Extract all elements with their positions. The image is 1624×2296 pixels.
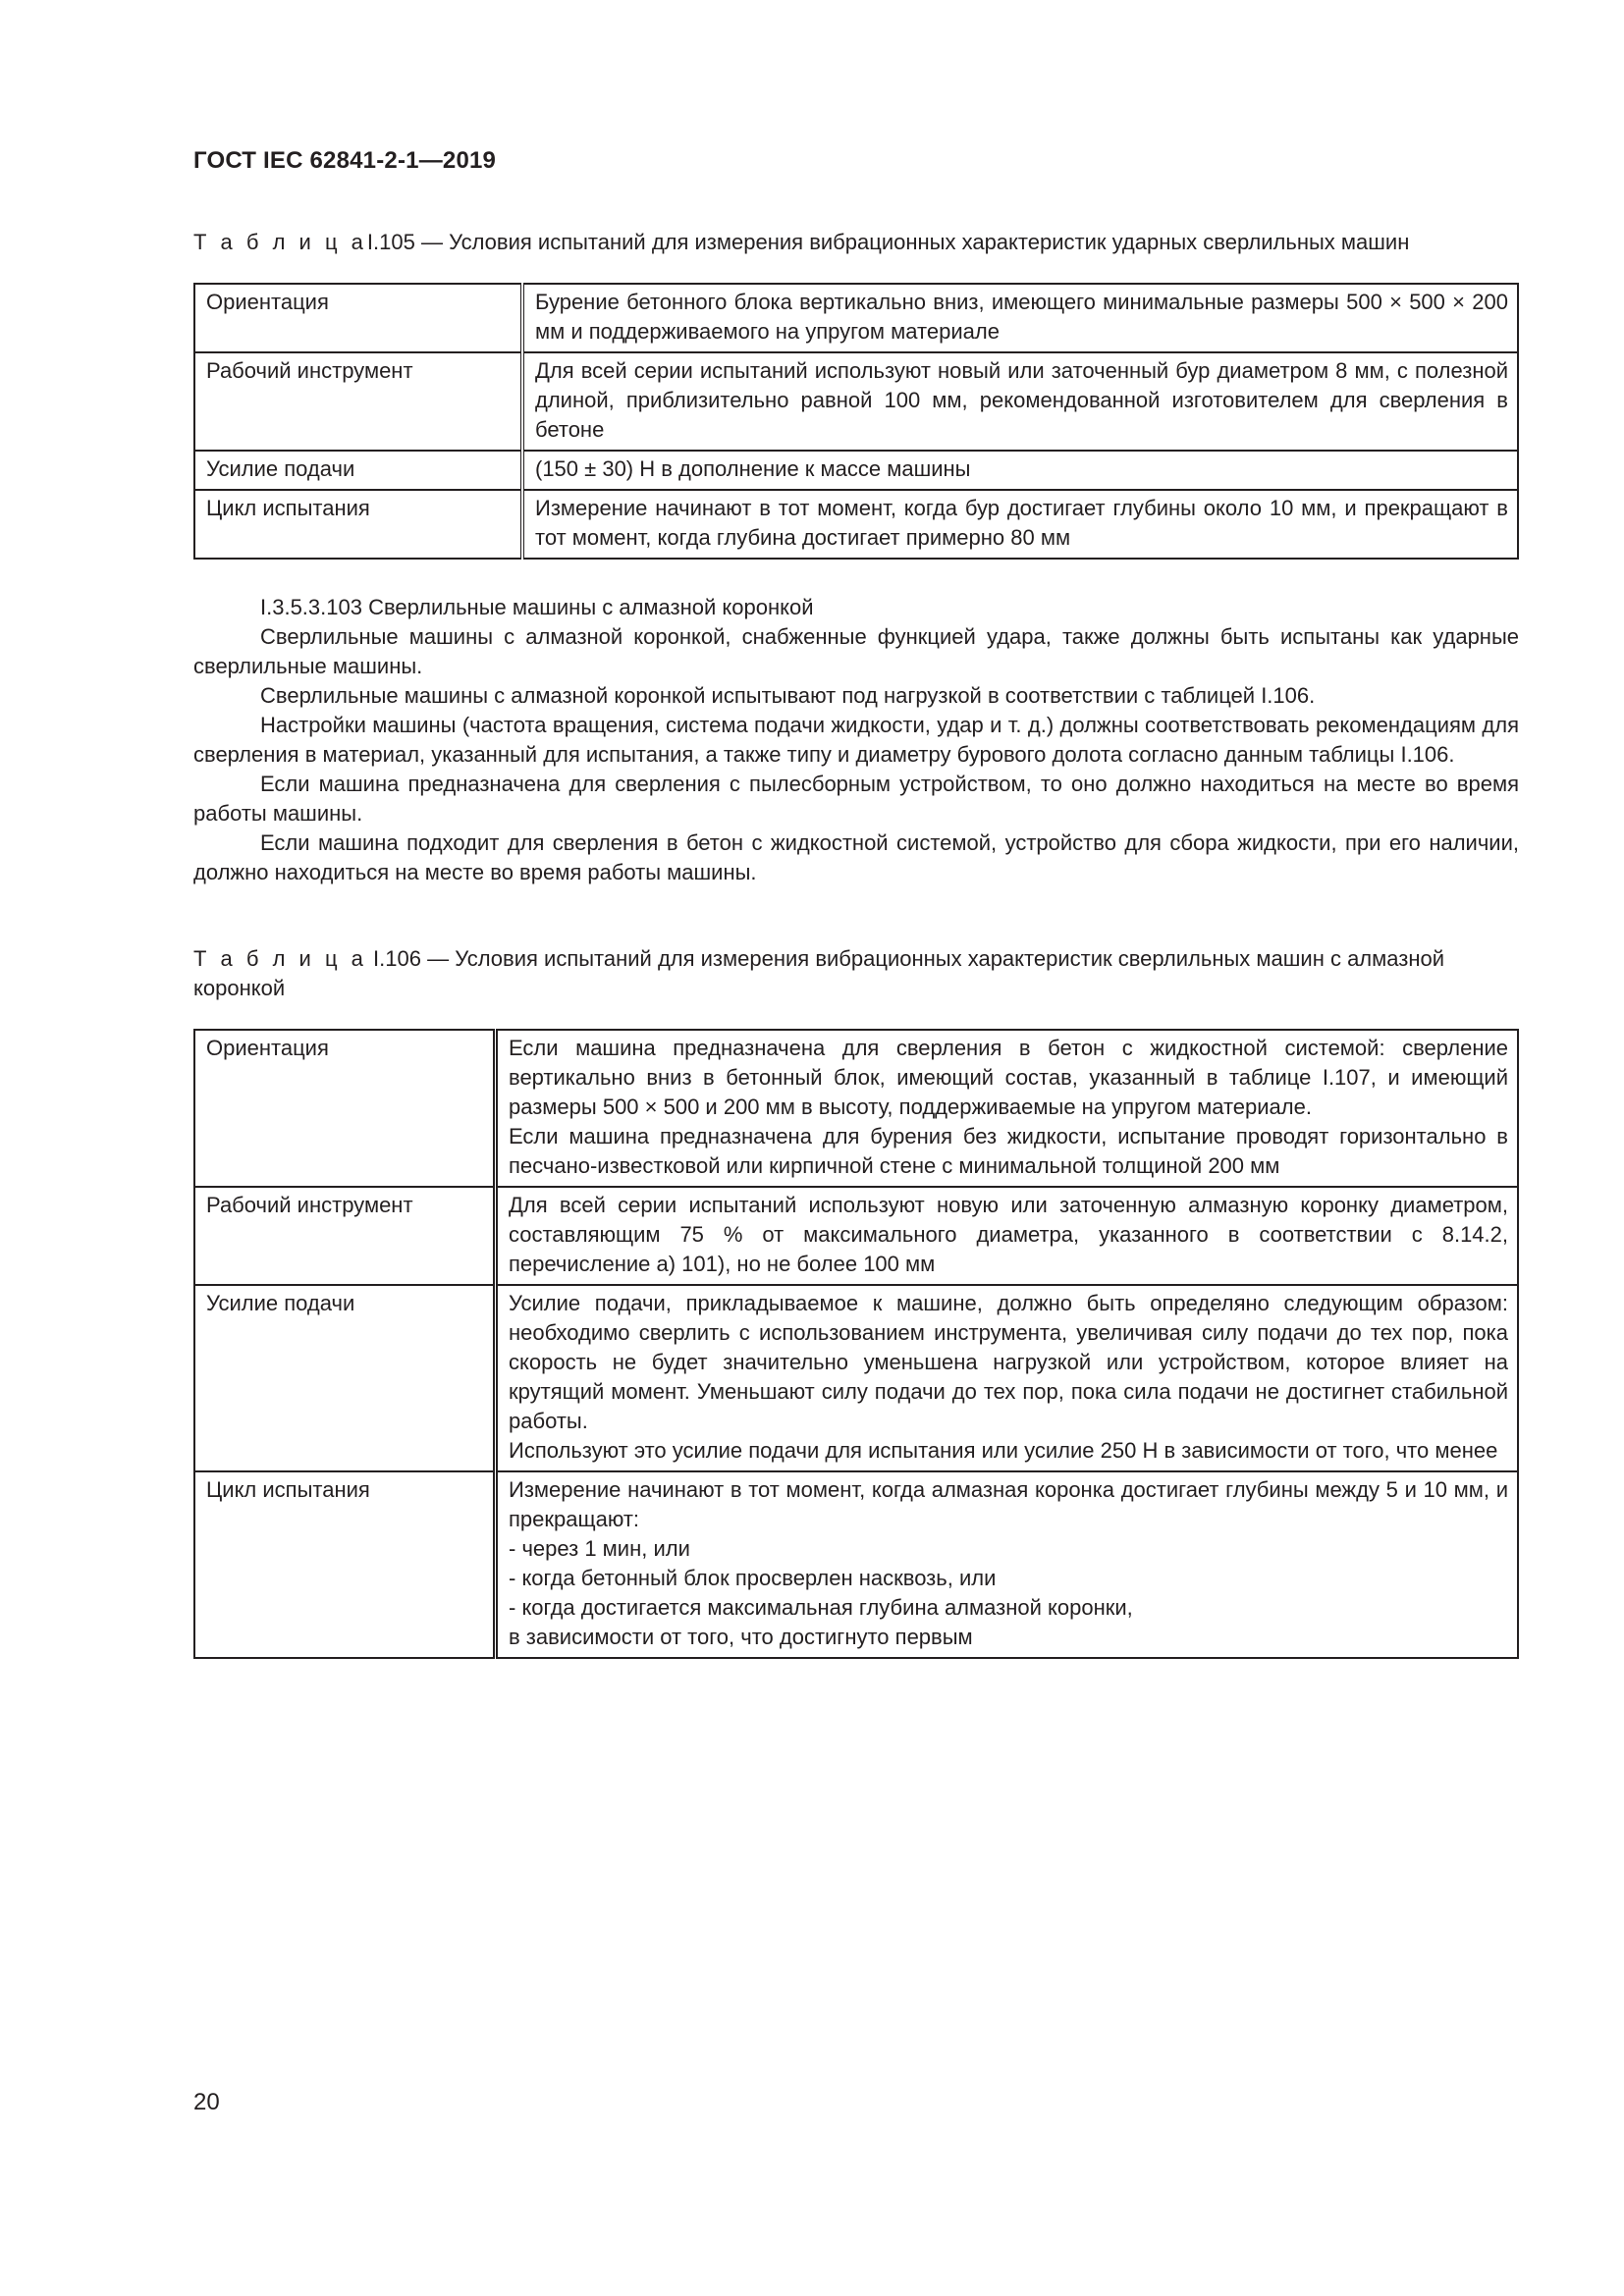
row-label: Усилие подачи <box>194 1285 496 1471</box>
cell-line: Если машина предназначена для бурения без жидкости, испытание проводят горизонтально в песчано-известковой или кирпичной стене с минимальной толщиной 200 мм <box>509 1124 1508 1178</box>
row-value <box>496 1471 1519 1658</box>
table-row <box>194 1471 1518 1658</box>
section-body <box>193 593 1519 887</box>
table-row <box>194 451 1518 490</box>
table-caption-105 <box>193 228 1519 257</box>
page-number: 20 <box>193 2089 220 2115</box>
row-value <box>496 1030 1519 1187</box>
row-value: Измерение начинают в тот момент, когда бур достигает глубины около 10 мм, и прекращают в тот момент, когда глубина достигает примерно 80 мм <box>522 490 1518 559</box>
cell-line: Измерение начинают в тот момент, когда алмазная коронка достигает глубины между 5 и 10 мм, и прекращают: <box>509 1477 1508 1531</box>
row-value: (150 ± 30) Н в дополнение к массе машины <box>522 451 1518 490</box>
cell-line: в зависимости от того, что достигнуто первым <box>509 1625 973 1649</box>
cell-line: Если машина предназначена для сверления в бетон с жидкостной системой: сверление вертикально вниз в бетонный блок, имеющий состав, указанный в таблице I.107, и имеющий размеры 500 × 500 и 200 мм в высоту, поддерживаемые на упругом материале. <box>509 1036 1508 1119</box>
row-value <box>496 1187 1519 1285</box>
section-title: I.3.5.3.103 Сверлильные машины с алмазной коронкой <box>260 595 814 619</box>
table-row <box>194 1285 1518 1471</box>
paragraph: Если машина подходит для сверления в бетон с жидкостной системой, устройство для сбора жидкости, при его наличии, должно находиться на месте во время работы машины. <box>193 830 1519 884</box>
cell-line: Используют это усилие подачи для испытания или усилие 250 Н в зависимости от того, что менее <box>509 1438 1498 1463</box>
table-row <box>194 1187 1518 1285</box>
row-value: Для всей серии испытаний используют новый или заточенный бур диаметром 8 мм, с полезной длиной, приблизительно равной 100 мм, рекомендованной изготовителем для сверления в бетоне <box>522 352 1518 451</box>
row-label: Цикл испытания <box>194 1471 496 1658</box>
paragraph: Настройки машины (частота вращения, система подачи жидкости, удар и т. д.) должны соответствовать рекомендациям для сверления в материал, указанный для испытания, а также типу и диаметру бурового долота согласно данным таблицы I.106. <box>193 713 1519 767</box>
row-label: Ориентация <box>194 284 522 352</box>
cell-line: - когда бетонный блок просверлен насквозь, или <box>509 1566 997 1590</box>
table-row <box>194 490 1518 559</box>
row-value <box>496 1285 1519 1471</box>
row-label: Ориентация <box>194 1030 496 1187</box>
caption-prefix: Т а б л и ц а <box>193 946 367 971</box>
paragraph: Если машина предназначена для сверления с пылесборным устройством, то оно должно находиться на месте во время работы машины. <box>193 772 1519 826</box>
paragraph: Сверлильные машины с алмазной коронкой, снабженные функцией удара, также должны быть испытаны как ударные сверлильные машины. <box>193 624 1519 678</box>
table-caption-106 <box>193 944 1519 1003</box>
cell-line: - когда достигается максимальная глубина алмазной коронки, <box>509 1595 1133 1620</box>
caption-prefix: Т а б л и ц а <box>193 230 367 254</box>
caption-text: I.105 — Условия испытаний для измерения вибрационных характеристик ударных сверлильных машин <box>366 230 1410 254</box>
row-label: Рабочий инструмент <box>194 1187 496 1285</box>
row-label: Усилие подачи <box>194 451 522 490</box>
caption-text: I.106 — Условия испытаний для измерения вибрационных характеристик сверлильных машин с алмазной коронкой <box>193 946 1445 1000</box>
table-i106 <box>193 1029 1519 1659</box>
paragraph: Сверлильные машины с алмазной коронкой испытывают под нагрузкой в соответствии с таблицей I.106. <box>260 683 1316 708</box>
table-i105 <box>193 283 1519 560</box>
table-row <box>194 1030 1518 1187</box>
standard-designation: ГОСТ IEC 62841-2-1—2019 <box>193 147 497 174</box>
cell-line: Для всей серии испытаний используют новую или заточенную алмазную коронку диаметром, составляющим 75 % от максимального диаметра, указанного в соответствии с 8.14.2, перечисление а) 101), но не более 100 мм <box>509 1193 1508 1276</box>
cell-line: - через 1 мин, или <box>509 1536 690 1561</box>
table-row <box>194 352 1518 451</box>
row-label: Цикл испытания <box>194 490 522 559</box>
row-value: Бурение бетонного блока вертикально вниз, имеющего минимальные размеры 500 × 500 × 200 мм и поддерживаемого на упругом материале <box>522 284 1518 352</box>
cell-line: Усилие подачи, прикладываемое к машине, должно быть определяно следующим образом: необходимо сверлить с использованием инструмента, увеличивая силу подачи до тех пор, пока скорость не будет значительно уменьшена нагрузкой или устройством, которое влияет на крутящий момент. Уменьшают силу подачи до тех пор, пока сила подачи не достигнет стабильной работы. <box>509 1291 1508 1433</box>
row-label: Рабочий инструмент <box>194 352 522 451</box>
table-row <box>194 284 1518 352</box>
